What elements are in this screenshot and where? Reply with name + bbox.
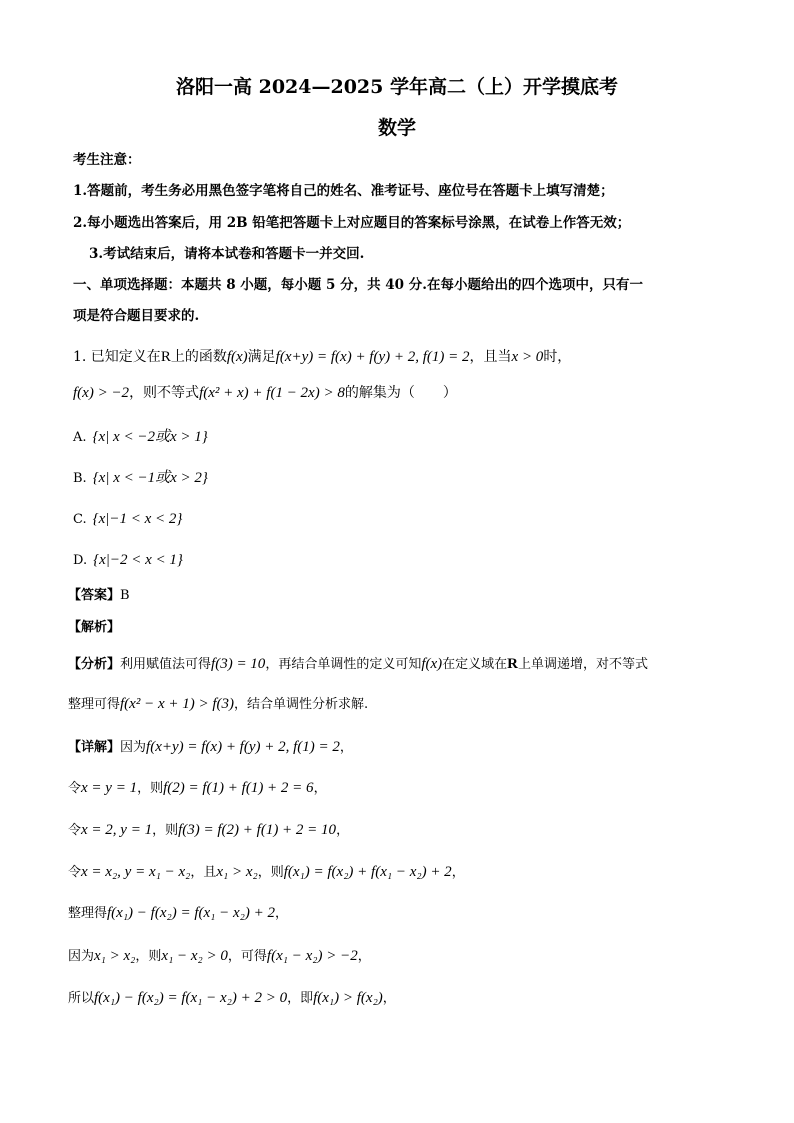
fenxi-tag: 【分析】 [68, 657, 121, 672]
detail-text: ， [382, 991, 396, 1006]
math-expr: f(3) = f(2) + f(1) + 2 = 10 [178, 822, 337, 838]
detail-text: 令 [68, 823, 82, 838]
option-label: D. [73, 553, 88, 568]
detail-text: ，且 [190, 865, 217, 880]
detail-text: ， [313, 781, 327, 796]
question-text: 1. 已知定义在 [73, 349, 161, 365]
fenxi-line2 [68, 694, 368, 715]
detail-line2 [68, 778, 327, 799]
detail-text: 因为 [68, 949, 95, 964]
section-heading-line1: 一、单项选择题：本题共 8 小题，每小题 5 分，共 40 分.在每小题给出的四个选项中，只有一 [73, 277, 643, 293]
math-inequality: f(x² + x) + f(1 − 2x) > 8 [199, 385, 345, 401]
option-set: {x| x < −2或x > 1} [92, 429, 208, 445]
exam-title: 洛阳一高 2024—2025 学年高二（上）开学摸底考 [176, 76, 618, 98]
option-d [73, 550, 183, 571]
fenxi-text: ，结合单调性分析求解. [234, 697, 369, 712]
detail-text: ，则 [137, 781, 164, 796]
math-expr: f(2) = f(1) + f(1) + 2 = 6 [163, 780, 314, 796]
option-set: {x| x < −1或x > 2} [92, 470, 208, 486]
notice-item-1: 1.答题前，考生务必用黑色签字笔将自己的姓名、准考证号、座位号在答题卡上填写清楚； [73, 183, 614, 199]
math-fx: f(x) [226, 349, 248, 365]
math-expr: f(x₁) > f(x₂) [313, 990, 383, 1006]
detail-text: 令 [68, 865, 82, 880]
math-expr: x₁ > x₂ [94, 948, 136, 964]
detail-line7 [68, 988, 396, 1009]
question-text: 上的函数 [170, 349, 227, 365]
detail-text: 因为 [120, 740, 147, 755]
math-R: R [160, 349, 171, 365]
option-label: B. [73, 471, 87, 486]
notice-item-3: 3.考试结束后，请将本试卷和答题卡一并交回. [89, 246, 365, 262]
math-expr: f(x+y) = f(x) + f(y) + 2, f(1) = 2 [146, 739, 340, 755]
detail-text: ，即 [287, 991, 314, 1006]
detail-line3 [68, 820, 349, 841]
math-fx-bound: f(x) > −2 [73, 385, 130, 401]
question-text: ，则不等式 [129, 385, 200, 401]
option-set: {x|−2 < x < 1} [93, 552, 183, 568]
math-expr: x = 2, y = 1 [81, 822, 153, 838]
option-label: C. [73, 512, 87, 527]
question-text: 满足 [247, 349, 276, 365]
option-set: {x|−1 < x < 2} [92, 511, 183, 527]
detail-text: 令 [68, 781, 82, 796]
detail-text: ， [336, 823, 350, 838]
math-expr: x = x₂, y = x₁ − x₂ [81, 864, 191, 880]
math-expr: x₁ > x₂ [216, 864, 258, 880]
math-expr: f(x₁) − f(x₂) = f(x₁ − x₂) + 2 [107, 905, 275, 921]
answer-line [68, 586, 130, 606]
question-text: 的解集为（ ） [344, 385, 457, 401]
notice-heading: 考生注意： [73, 152, 141, 168]
option-c [73, 509, 182, 530]
detail-text: ，可得 [227, 949, 267, 964]
math-expr: f(x₁ − x₂) > −2 [266, 948, 358, 964]
option-a [73, 427, 208, 448]
math-condition: f(x+y) = f(x) + f(y) + 2, f(1) = 2 [275, 349, 470, 365]
option-b [73, 468, 208, 489]
fenxi-text: 整理可得 [68, 697, 121, 712]
answer-value: B [120, 588, 130, 603]
detail-line4 [68, 862, 465, 883]
option-label: A. [73, 430, 87, 445]
detail-tag: 【详解】 [68, 740, 121, 755]
math-reduced-inequality: f(x² − x + 1) > f(3) [120, 696, 235, 712]
math-expr: x₁ − x₂ > 0 [161, 948, 228, 964]
answer-tag: 【答案】 [68, 588, 121, 603]
question-1-stem-line2 [73, 383, 457, 403]
detail-text: ， [339, 740, 353, 755]
math-expr: x = y = 1 [81, 780, 138, 796]
subject-title: 数学 [377, 117, 416, 139]
section-heading-line2: 项是符合题目要求的. [73, 308, 200, 324]
question-1-stem-line1 [73, 347, 571, 367]
fenxi-text: ，再结合单调性的定义可知 [265, 657, 422, 672]
detail-text: ， [357, 949, 371, 964]
detail-text: 整理得 [68, 906, 108, 921]
math-expr: f(x₁) − f(x₂) = f(x₁ − x₂) + 2 > 0 [94, 990, 288, 1006]
math-x-positive: x > 0 [511, 349, 544, 365]
fenxi-text: 在定义域在 [442, 657, 508, 672]
fenxi-text: 上单调递增，对不等式 [518, 657, 649, 672]
fenxi-line1 [68, 654, 648, 675]
math-expr: f(x₁) = f(x₂) + f(x₁ − x₂) + 2 [283, 864, 452, 880]
analysis-tag: 【解析】 [68, 620, 121, 635]
notice-item-2: 2.每小题选出答案后，用 2B 铅笔把答题卡上对应题目的答案标号涂黑，在试卷上作答无效； [73, 215, 631, 231]
question-text: ，且当 [469, 349, 512, 365]
detail-text: ， [451, 865, 465, 880]
math-f3: f(3) = 10 [211, 656, 266, 672]
detail-line5 [68, 903, 288, 924]
detail-text: ，则 [135, 949, 162, 964]
math-fx: f(x) [421, 656, 443, 672]
fenxi-text: 利用赋值法可得 [120, 657, 212, 672]
detail-text: ， [274, 906, 288, 921]
question-text: 时， [543, 349, 572, 365]
detail-text: ，则 [257, 865, 284, 880]
detail-line6 [68, 946, 371, 967]
detail-text: ，则 [152, 823, 179, 838]
detail-text: 所以 [68, 991, 95, 1006]
detail-line1 [68, 737, 353, 758]
math-R: R [507, 656, 519, 672]
